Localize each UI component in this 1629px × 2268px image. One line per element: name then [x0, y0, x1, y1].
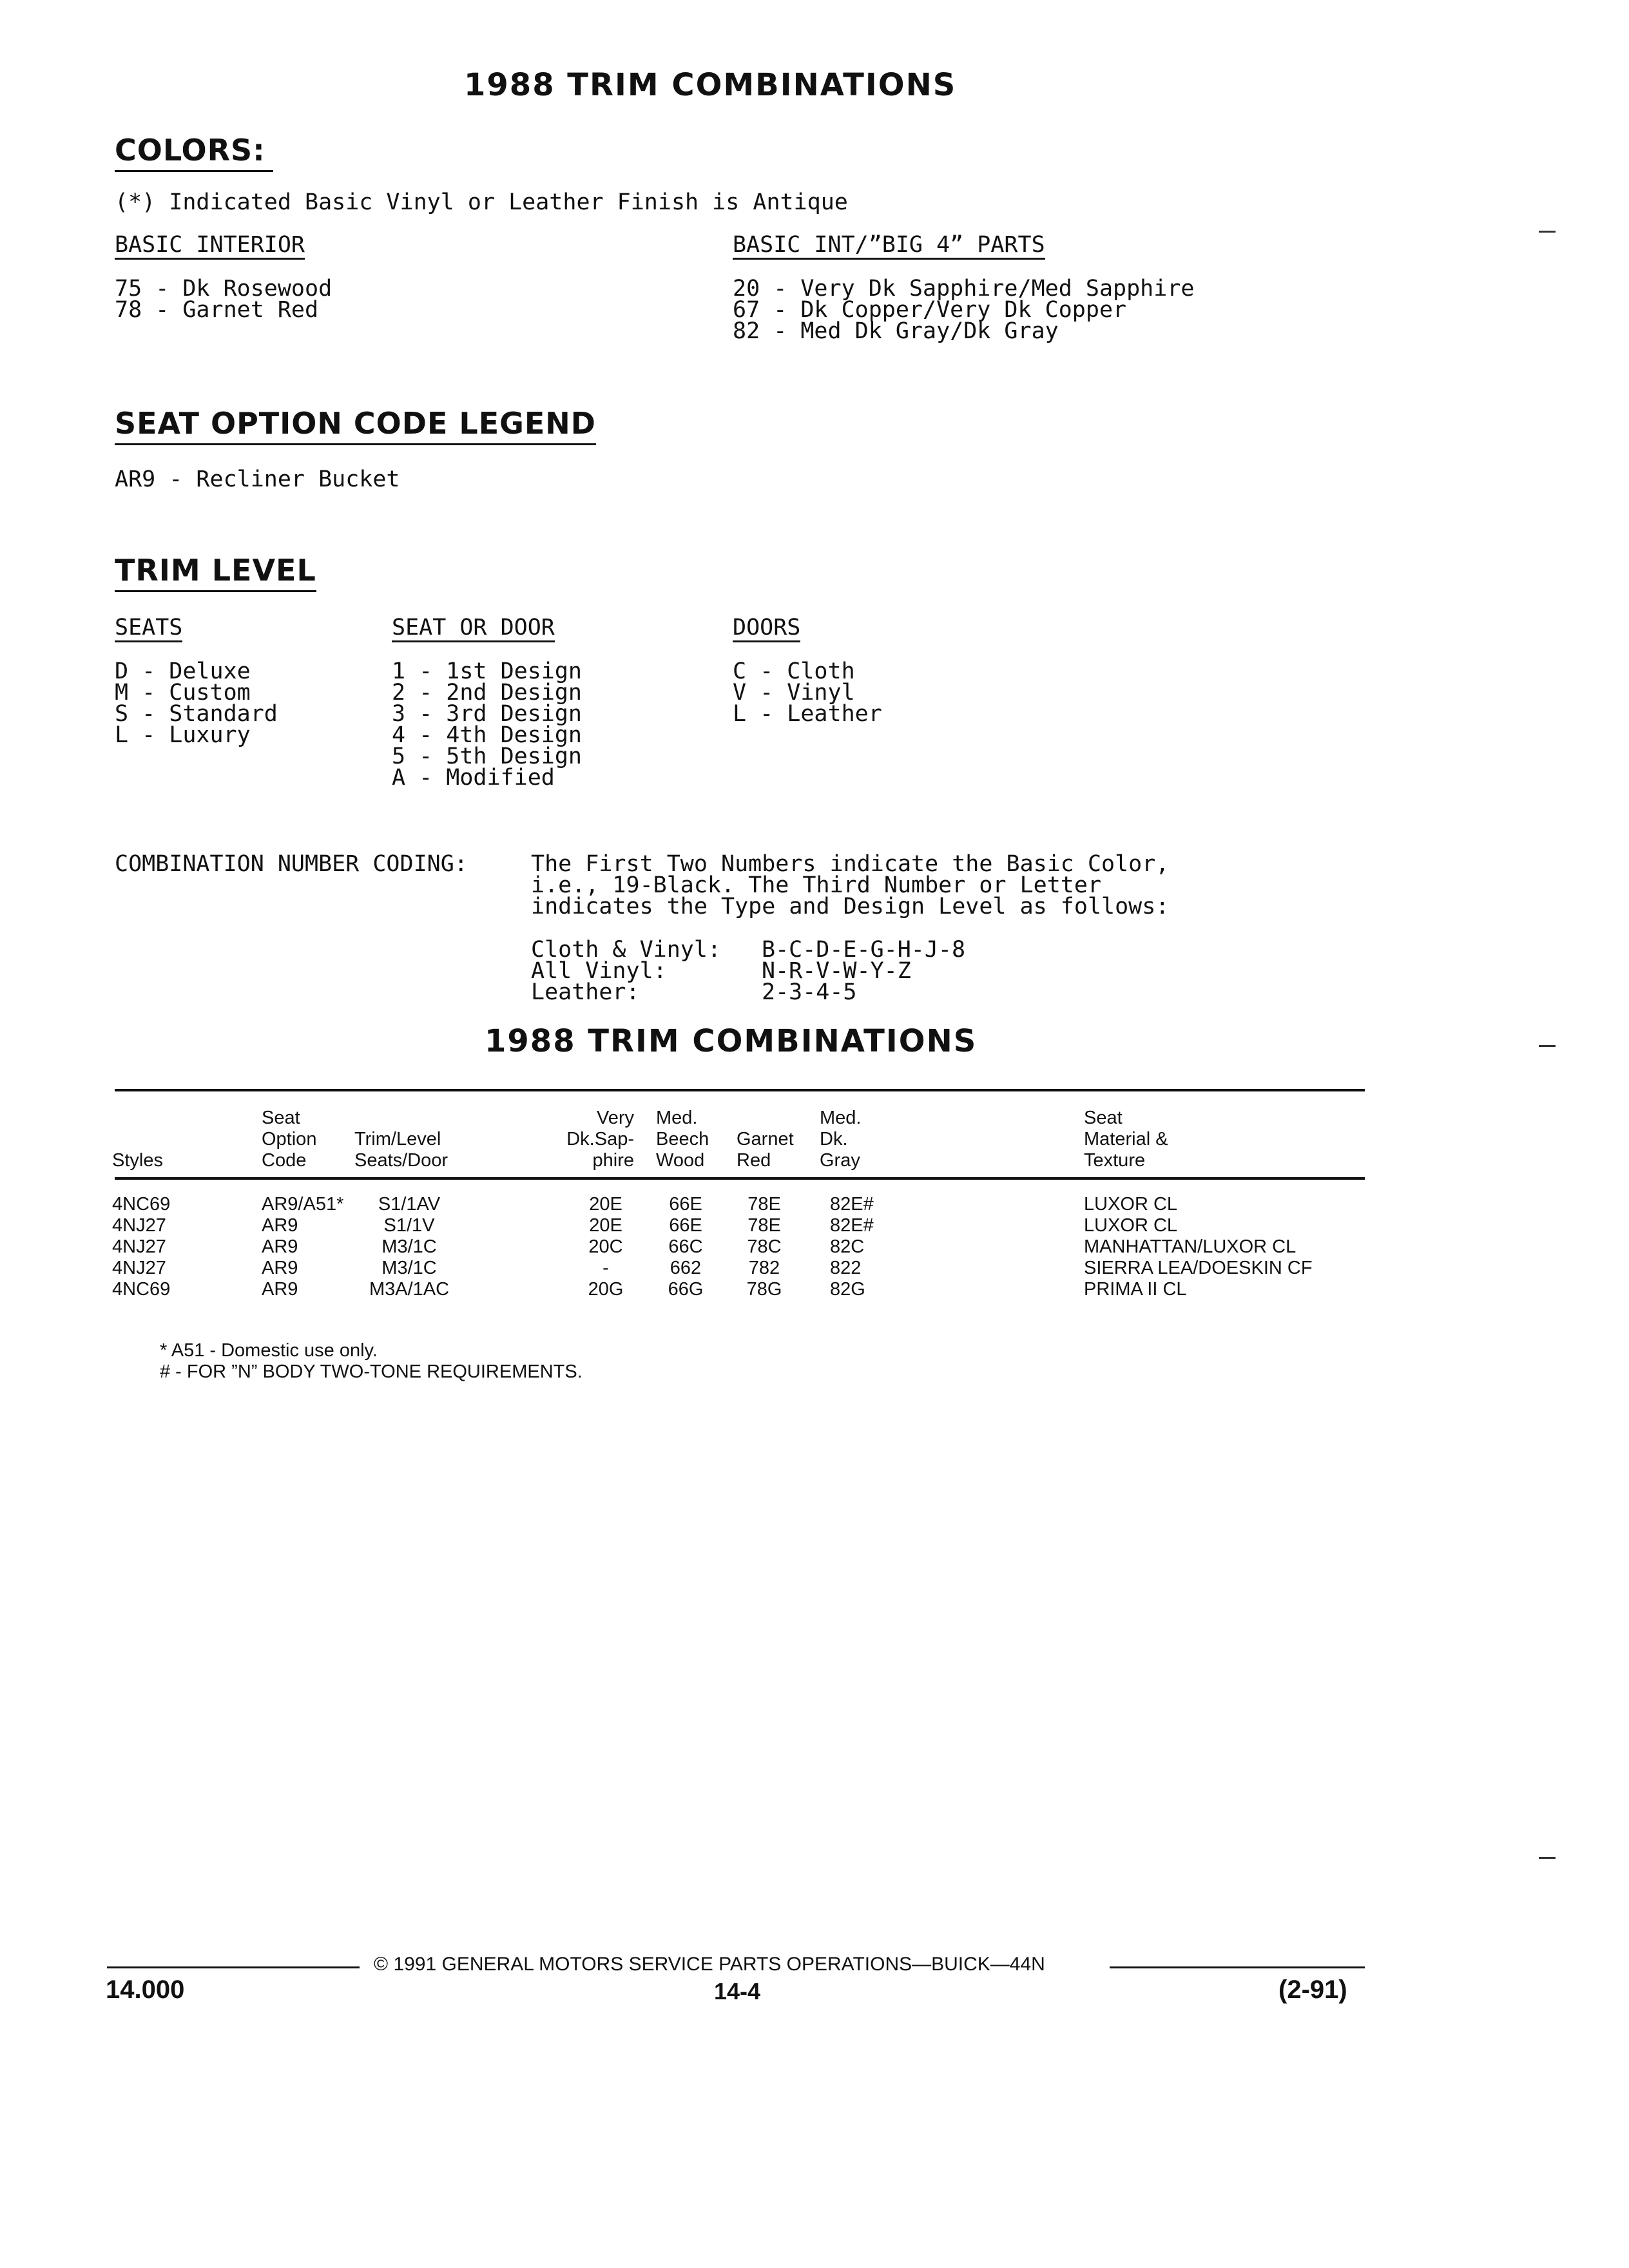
- big4-item: 20 - Very Dk Sapphire/Med Sapphire: [733, 276, 1195, 302]
- cell-sapphire: 20E: [589, 1194, 622, 1215]
- table-top-rule: [115, 1089, 1365, 1091]
- cell-trim: S1/1AV: [378, 1194, 441, 1215]
- margin-mark: [1539, 231, 1556, 233]
- cell-material: LUXOR CL: [1084, 1215, 1178, 1236]
- cell-style: 4NC69: [112, 1194, 171, 1215]
- cell-sapphire: 20G: [588, 1279, 624, 1300]
- seat-or-door-item: 5 - 5th Design: [392, 744, 583, 769]
- seats-item: D - Deluxe: [115, 658, 251, 684]
- coding-type-value: 2-3-4-5: [762, 979, 857, 1005]
- cell-beech: 66C: [668, 1236, 703, 1257]
- cell-material: LUXOR CL: [1084, 1194, 1178, 1215]
- seats-item: L - Luxury: [115, 722, 251, 748]
- coding-type-value: N-R-V-W-Y-Z: [762, 958, 911, 984]
- trim-level-heading: TRIM LEVEL: [115, 553, 316, 592]
- cell-style: 4NJ27: [112, 1215, 166, 1236]
- table-header-trim-level: Trim/Level Seats/Door: [354, 1129, 448, 1171]
- seats-item: M - Custom: [115, 680, 251, 706]
- cell-garnet: 78E: [747, 1215, 781, 1236]
- cell-style: 4NJ27: [112, 1236, 166, 1257]
- basic-interior-header: BASIC INTERIOR: [115, 235, 305, 260]
- colors-note: (*) Indicated Basic Vinyl or Leather Finish is Antique: [115, 189, 848, 215]
- seat-or-door-item: 4 - 4th Design: [392, 722, 583, 748]
- footer-page-number: 14-4: [714, 1978, 761, 2004]
- table-header-sapphire: Very Dk.Sap- phire: [566, 1108, 634, 1171]
- basic-interior-item: 78 - Garnet Red: [115, 297, 319, 323]
- seat-or-door-item: 2 - 2nd Design: [392, 680, 583, 706]
- cell-style: 4NC69: [112, 1279, 171, 1300]
- coding-type-value: B-C-D-E-G-H-J-8: [762, 937, 966, 963]
- cell-beech: 66E: [669, 1194, 702, 1215]
- margin-mark: [1539, 1857, 1556, 1859]
- cell-trim: S1/1V: [383, 1215, 435, 1236]
- table-header-rule: [115, 1177, 1365, 1180]
- footer-revision-date: (2-91): [1278, 1975, 1347, 2004]
- seat-or-door-item: 3 - 3rd Design: [392, 701, 583, 727]
- table-header-beech: Med. Beech Wood: [656, 1108, 709, 1171]
- big4-item: 67 - Dk Copper/Very Dk Copper: [733, 297, 1127, 323]
- cell-trim: M3A/1AC: [369, 1279, 450, 1300]
- footer-section-number: 14.000: [106, 1975, 185, 2004]
- cell-beech: 66E: [669, 1215, 702, 1236]
- big4-header: BASIC INT/”BIG 4” PARTS: [733, 235, 1045, 260]
- seats-header: SEATS: [115, 617, 182, 642]
- cell-option: AR9/A51*: [262, 1194, 344, 1215]
- cell-material: PRIMA II CL: [1084, 1279, 1187, 1300]
- cell-material: MANHATTAN/LUXOR CL: [1084, 1236, 1296, 1257]
- table-header-styles: Styles: [112, 1150, 163, 1171]
- coding-type-label: All Vinyl:: [531, 958, 667, 984]
- table-header-garnet: Garnet Red: [737, 1129, 794, 1171]
- seat-legend-item: AR9 - Recliner Bucket: [115, 466, 400, 492]
- cell-garnet: 78C: [747, 1236, 782, 1257]
- footnote: # - FOR ”N” BODY TWO-TONE REQUIREMENTS.: [160, 1361, 583, 1382]
- seat-legend-heading: SEAT OPTION CODE LEGEND: [115, 406, 596, 445]
- footnote: * A51 - Domestic use only.: [160, 1340, 378, 1361]
- coding-text-line: i.e., 19-Black. The Third Number or Letter: [531, 872, 1102, 898]
- seat-or-door-item: A - Modified: [392, 765, 555, 791]
- cell-gray: 822: [830, 1258, 862, 1278]
- cell-option: AR9: [262, 1258, 298, 1278]
- cell-beech: 66G: [668, 1279, 704, 1300]
- seat-or-door-header: SEAT OR DOOR: [392, 617, 555, 642]
- big4-item: 82 - Med Dk Gray/Dk Gray: [733, 318, 1059, 344]
- cell-gray: 82G: [830, 1279, 865, 1300]
- footer-copyright: © 1991 GENERAL MOTORS SERVICE PARTS OPERATIONS—BUICK—44N: [374, 1954, 1045, 1975]
- seat-or-door-item: 1 - 1st Design: [392, 658, 583, 684]
- table-header-seat-option: Seat Option Code: [262, 1108, 317, 1171]
- doors-item: L - Leather: [733, 701, 882, 727]
- table-header-material: Seat Material & Texture: [1084, 1108, 1168, 1171]
- coding-text-line: indicates the Type and Design Level as follows:: [531, 894, 1170, 919]
- coding-type-label: Leather:: [531, 979, 640, 1005]
- doors-item: V - Vinyl: [733, 680, 855, 706]
- basic-interior-item: 75 - Dk Rosewood: [115, 276, 333, 302]
- cell-garnet: 782: [748, 1258, 780, 1278]
- margin-mark: [1539, 1045, 1556, 1047]
- cell-option: AR9: [262, 1236, 298, 1257]
- cell-gray: 82E#: [830, 1215, 874, 1236]
- colors-heading: COLORS:: [115, 133, 273, 172]
- doors-header: DOORS: [733, 617, 800, 642]
- table-title: 1988 TRIM COMBINATIONS: [485, 1023, 978, 1059]
- cell-sapphire: 20E: [589, 1215, 622, 1236]
- cell-sapphire: 20C: [588, 1236, 623, 1257]
- cell-trim: M3/1C: [381, 1258, 437, 1278]
- cell-garnet: 78G: [746, 1279, 782, 1300]
- seats-item: S - Standard: [115, 701, 278, 727]
- coding-text-line: The First Two Numbers indicate the Basic Color,: [531, 851, 1170, 877]
- cell-option: AR9: [262, 1279, 298, 1300]
- coding-type-label: Cloth & Vinyl:: [531, 937, 722, 963]
- cell-sapphire: -: [602, 1258, 609, 1278]
- cell-trim: M3/1C: [381, 1236, 437, 1257]
- footer-rule-right: [1110, 1966, 1365, 1968]
- cell-material: SIERRA LEA/DOESKIN CF: [1084, 1258, 1313, 1278]
- cell-style: 4NJ27: [112, 1258, 166, 1278]
- cell-garnet: 78E: [747, 1194, 781, 1215]
- cell-beech: 662: [670, 1258, 702, 1278]
- coding-label: COMBINATION NUMBER CODING:: [115, 851, 468, 877]
- cell-gray: 82E#: [830, 1194, 874, 1215]
- footer-rule-left: [107, 1966, 360, 1968]
- cell-gray: 82C: [830, 1236, 865, 1257]
- doors-item: C - Cloth: [733, 658, 855, 684]
- page-title: 1988 TRIM COMBINATIONS: [464, 67, 957, 103]
- table-header-gray: Med. Dk. Gray: [820, 1108, 862, 1171]
- cell-option: AR9: [262, 1215, 298, 1236]
